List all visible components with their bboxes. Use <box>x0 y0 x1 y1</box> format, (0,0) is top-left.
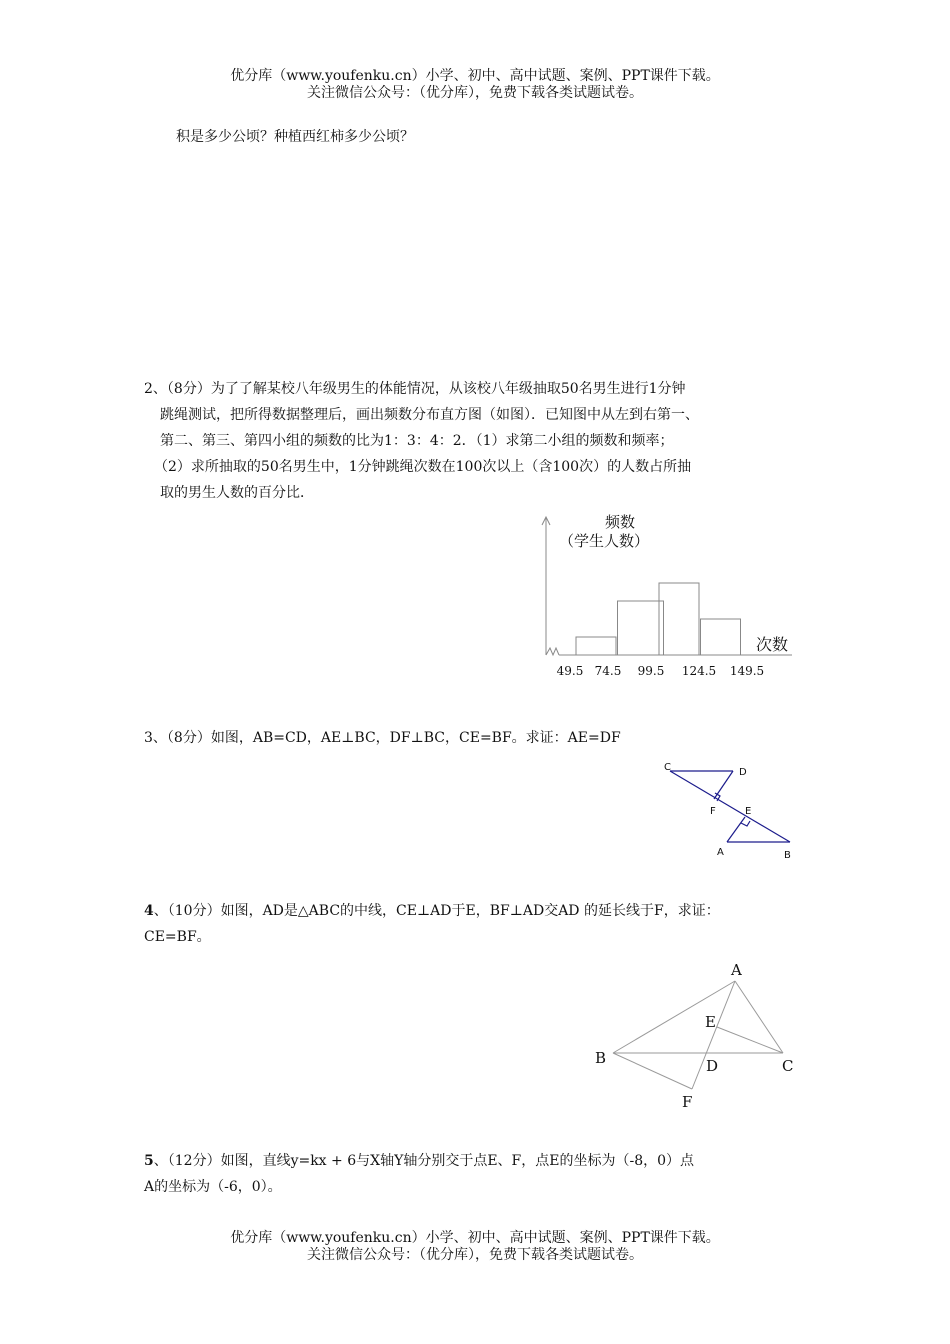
footer-line-2: 关注微信公众号：（优分库），免费下载各类试题试卷。 <box>307 1247 643 1263</box>
q4-label-c: C <box>782 1057 794 1075</box>
question-1-tail: 积是多少公顷？种植西红柿多少公顷？ <box>176 129 414 145</box>
q2-line-1: 2、（8分）为了了解某校八年级男生的体能情况，从该校八年级抽取50名男生进行1分钟 <box>144 381 686 397</box>
footer-line-1: 优分库（www.youfenku.cn）小学、初中、高中试题、案例、PPT课件下载。 <box>230 1230 720 1246</box>
x-label: 次数 <box>756 635 789 654</box>
y-label-line-2: （学生人数） <box>558 532 650 550</box>
q2-line-2: 跳绳测试，把所得数据整理后，画出频数分布直方图（如图）．已知图中从左到右第一、 <box>160 407 699 423</box>
histogram-bar-4 <box>701 619 741 655</box>
q4-line-2: CE=BF。 <box>144 929 211 945</box>
page-header <box>0 68 950 102</box>
histogram-chart <box>530 505 830 685</box>
q5-line-2: A的坐标为（-6，0）。 <box>144 1179 282 1195</box>
tick-label-5: 149.5 <box>729 664 765 678</box>
tick-label-1: 49.5 <box>556 664 584 678</box>
q3-text: 、（8分）如图，AB=CD，AE⊥BC，DF⊥BC，CE=BF。求证：AE=DF <box>152 730 621 746</box>
right-angle-e <box>741 821 750 826</box>
q2-line-5: 取的男生人数的百分比． <box>160 485 314 501</box>
q2-line-3: 第二、第三、第四小组的频数的比为1：3：4：2．（1）求第二小组的频数和频率； <box>160 433 674 449</box>
q5-line-1: 、（12分）如图，直线y=kx + 6与X轴Y轴分别交于点E、F，点E的坐标为（-8，0）点 <box>153 1153 695 1169</box>
question-2 <box>144 376 824 506</box>
q4-label-e: E <box>705 1013 716 1031</box>
q4-line-1: 、（10分）如图，AD是△ABC的中线，CE⊥AD于E，BF⊥AD交AD 的延长线于F，求证： <box>153 903 720 919</box>
y-label-line-1: 频数 <box>604 513 636 531</box>
histogram-bar-1 <box>576 637 616 655</box>
segment-bf <box>613 1053 692 1089</box>
q3-figure <box>655 758 815 868</box>
segment-ae <box>727 817 745 842</box>
q4-figure <box>585 955 815 1115</box>
question-4 <box>144 898 720 950</box>
q3-label-d: D <box>739 767 747 778</box>
tick-label-4: 124.5 <box>681 664 717 678</box>
segment-ac <box>735 981 783 1053</box>
tick-label-3: 99.5 <box>637 664 665 678</box>
segment-ce <box>717 1027 783 1053</box>
q2-line-4: （2）求所抽取的50名男生中，1分钟跳绳次数在100次以上（含100次）的人数占所抽 <box>154 459 692 475</box>
q4-number: 4 <box>144 903 154 919</box>
axis-break <box>546 648 559 655</box>
tick-label-2: 74.5 <box>594 664 622 678</box>
header-line-1: 优分库（www.youfenku.cn）小学、初中、高中试题、案例、PPT课件下载。 <box>230 68 720 84</box>
q3-label-a: A <box>717 847 724 858</box>
segment-ab <box>613 981 735 1053</box>
page-footer <box>0 1230 950 1264</box>
segment-cb <box>670 771 790 842</box>
q4-label-b: B <box>595 1049 607 1067</box>
histogram-bar-2 <box>618 601 664 655</box>
q3-label-f: F <box>710 806 716 817</box>
q3-label-b: B <box>784 850 791 861</box>
q3-number: 3 <box>144 730 153 746</box>
q3-label-e: E <box>745 806 752 817</box>
q3-label-c: C <box>664 762 671 773</box>
question-3 <box>144 725 621 751</box>
q4-label-d: D <box>706 1057 719 1075</box>
q4-label-a: A <box>731 961 742 979</box>
histogram-bar-3 <box>659 583 699 655</box>
question-5 <box>144 1148 694 1200</box>
q5-number: 5 <box>144 1153 154 1169</box>
header-line-2: 关注微信公众号：（优分库），免费下载各类试题试卷。 <box>307 85 643 101</box>
q4-label-f: F <box>682 1093 693 1111</box>
